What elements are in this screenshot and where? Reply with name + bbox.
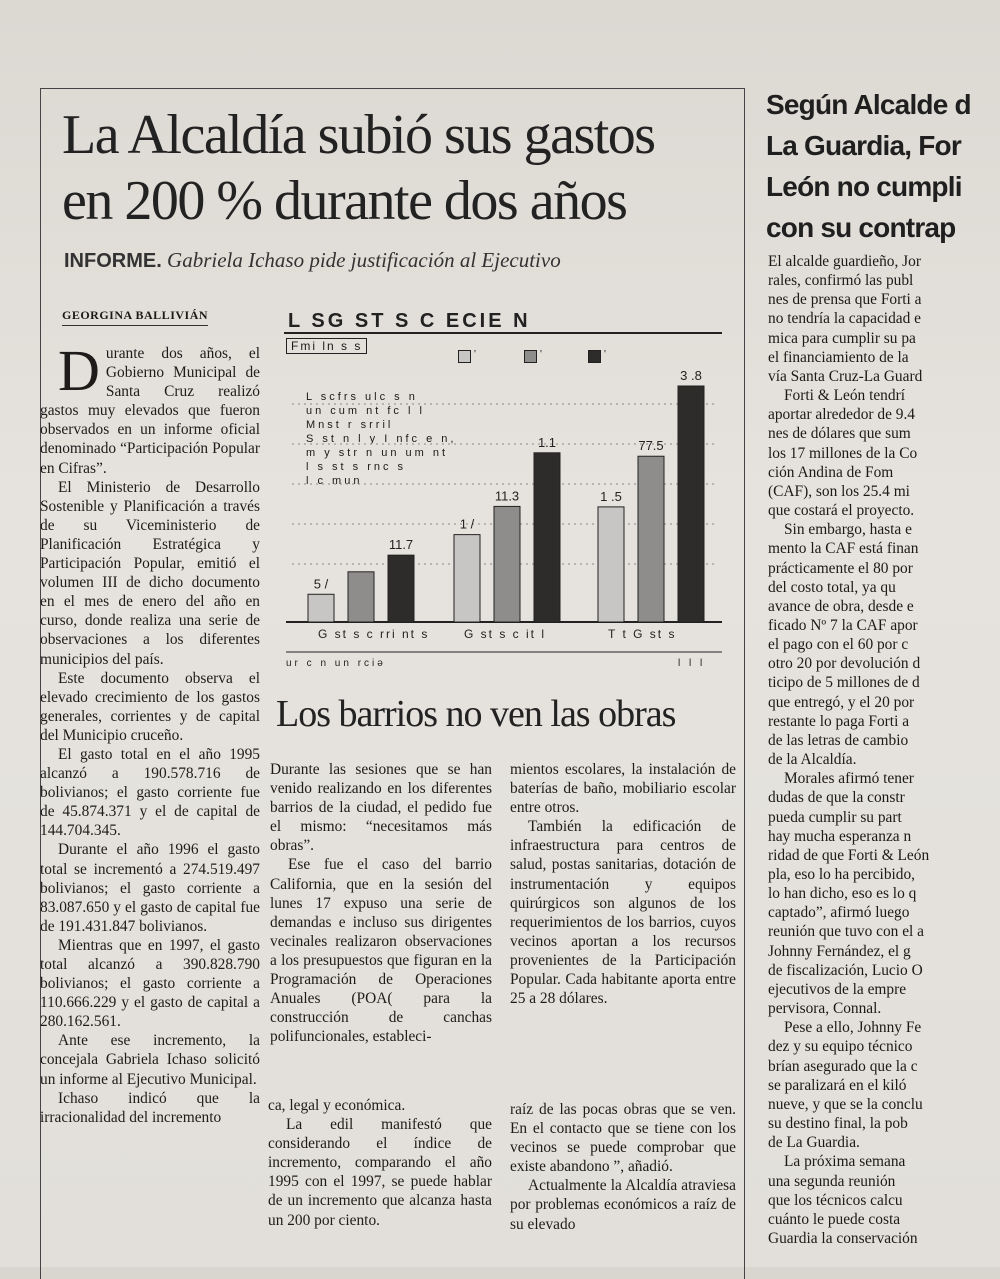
expense-chart (278, 308, 728, 668)
right-column-line: de fiscalización, Lucio O (768, 961, 923, 979)
right-headline (766, 84, 1000, 248)
right-column-line: nes de prensa que Forti a (768, 291, 922, 309)
chart-bar (534, 453, 560, 622)
paragraph: Durante las sesiones que se han venido realizando en los diferentes barrios de la ciudad, el pedido fue el mismo: “necesitamos más obras”. (270, 761, 492, 855)
right-column-line: ficado Nº 7 la CAF apor (768, 616, 918, 634)
paragraph: Ese fue el caso del barrio California, que en la sesión del lunes 17 expuso una serie de demandas e incluso sus dirigentes vecinales realizaron observaciones a los presupuestos que figuran en la Programación de Operaciones Anuales (POA( para la construcción de canchas polifuncionales, estableci- (270, 856, 492, 1046)
right-column-line: Morales afirmó tener (784, 770, 914, 788)
right-column-line: La próxima semana (784, 1153, 906, 1171)
right-column-line: el financiamiento de la (768, 348, 909, 366)
paragraph: Ichaso indicó que la irracionalidad del incremento (40, 1089, 260, 1126)
right-column-line: cuánto le puede costa (768, 1210, 901, 1228)
paragraph: El Ministerio de Desarrollo Sostenible y Planificación a través de su Viceministerio de Planificación Estratégica y Participación Popular, emitió el volumen III de dicho documento en el mes de enero del año en curso, donde realiza una serie de observaciones a los diferentes municipios del país. (40, 478, 260, 668)
right-column-line: hay mucha esperanza n (768, 827, 912, 845)
right-column-line: mica para cumplir su pa (768, 329, 916, 347)
right-column-line: El alcalde guardieño, Jor (768, 253, 921, 270)
right-column-line: aportar alrededor de 9.4 (768, 406, 915, 424)
right-column (768, 252, 1000, 1267)
paragraph: Mientras que en 1997, el gasto total alcanzó a 390.828.790 bolivianos; el gasto corriente a 110.666.229 y el gasto de capital a 280.162.561. (40, 936, 260, 1031)
chart-note-line: l c mun (306, 475, 363, 487)
right-column-line: de la Alcaldía. (768, 751, 857, 769)
drop-cap: D (58, 338, 100, 403)
headline-line-2: en 200 % durante dos años (62, 170, 627, 232)
column-3 (510, 760, 736, 1008)
right-column-line: dez y su equipo técnico (768, 1038, 913, 1056)
column-3-lower (510, 1100, 736, 1234)
legend-mark: ' (474, 348, 476, 360)
chart-bar (638, 456, 664, 622)
paragraph: Actualmente la Alcaldía atraviesa por problemas económicos a raíz de su elevado (510, 1177, 736, 1233)
right-headline-line: con su contrap (766, 212, 956, 243)
chart-bar (598, 507, 624, 622)
chart-bar (348, 572, 374, 622)
bar-value-label: 1 .5 (600, 488, 622, 504)
chart-note-line: S st n l y I nfc e n, (306, 433, 457, 445)
bar-value-label: 5 / (313, 576, 329, 592)
paragraph: Ante ese incremento, la concejala Gabriela Ichaso solicitó un informe al Ejecutivo Municipal. (40, 1032, 260, 1088)
chart-note-line: Mnst r srril (306, 419, 394, 431)
right-column-line: nueve, y que se la conclu (768, 1095, 923, 1113)
column-2 (270, 760, 492, 1046)
category-label: G st s c rri nt s (318, 627, 430, 641)
column-1 (40, 338, 260, 1127)
right-column-line: no tendría la capacidad e (768, 310, 921, 328)
right-column-line: del costo total, ya qu (768, 578, 896, 596)
right-column-line: nes de dólares que sum (768, 425, 911, 443)
right-column-line: ridad de que Forti & León (768, 846, 930, 864)
byline: GEORGINA BALLIVIÁN (62, 308, 208, 326)
right-column-line: ejecutivos de la empre (768, 980, 907, 998)
right-column-line: Forti & León tendrí (784, 387, 905, 405)
category-label: T t G st s (608, 627, 677, 641)
legend-mark: ' (540, 348, 542, 360)
paragraph: ca, legal y económica. (268, 1097, 406, 1114)
kicker: INFORME. (64, 250, 162, 272)
chart-note-line: L scfrs ulc s n (306, 391, 418, 403)
right-column-line: de La Guardia. (768, 1134, 860, 1152)
bar-value-label: 1 / (459, 516, 475, 532)
right-column-line: brían asegurado que la c (768, 1057, 918, 1075)
right-column-line: mento la CAF está finan (768, 540, 919, 558)
bar-value-label: 3 .8 (680, 368, 702, 383)
paragraph: El gasto total en el año 1995 alcanzó a 190.578.716 de bolivianos; el gasto corriente fue de 45.874.371 y el de capital de 144.704.345. (40, 745, 260, 840)
right-column-line: otro 20 por devolución d (768, 655, 921, 673)
paragraph: Durante el año 1996 el gasto total se incrementó a 274.519.497 bolivianos; el gasto corriente a 83.087.650 y el gasto de capital fue de 191.431.847 bolivianos. (40, 841, 260, 935)
chart-bar (494, 506, 520, 622)
paragraph: mientos escolares, la instalación de baterías de baño, mobiliario escolar entre otros. (510, 761, 736, 817)
right-column-line: ción Andina de Fom (768, 463, 894, 481)
right-column-line: restante lo paga Forti a (768, 712, 910, 730)
chart-bar (454, 535, 480, 622)
right-headline-line: Según Alcalde d (766, 89, 971, 120)
deck (64, 248, 734, 273)
chart-bar (678, 386, 704, 622)
right-column-line: avance de obra, desde e (768, 597, 914, 615)
chart-note-line: un cum nt fc l l (306, 405, 425, 417)
right-headline-line: León no cumpli (766, 171, 962, 202)
right-column-line: una segunda reunión (768, 1172, 896, 1190)
right-column-line: que entregó, y el 20 por (768, 693, 915, 711)
headline-line-1: La Alcaldía subió sus gastos (62, 104, 655, 166)
chart-plot (278, 308, 728, 668)
right-column-line: (CAF), son los 25.4 mi (768, 482, 910, 500)
paragraph: La edil manifestó que considerando el índice de incremento, comparando el año 1995 con el 1997, se puede hablar de un incremento que alcanza hasta un 200 por ciento. (268, 1116, 492, 1229)
bar-value-label: 11.7 (388, 537, 414, 553)
right-column-line: prácticamente el 80 por (768, 559, 913, 577)
bar-value-label: 77.5 (638, 438, 664, 454)
right-column-line: Sin embargo, hasta e (784, 521, 912, 539)
paragraph: raíz de las pocas obras que se ven. En el contacto que se tiene con los vecinos se puede comprobar que existe abandono ”, añadió. (510, 1101, 736, 1176)
right-column-line: dudas de que la constr (768, 789, 905, 807)
right-column-line: que los técnicos calcu (768, 1191, 903, 1209)
chart-note-line: l s st s rnc s (306, 461, 407, 473)
paragraph: También la edificación de infraestructura para centros de salud, postas sanitarias, dotación de instrumentación y equipos quirúrgicos son algunos de los requerimientos de los barrios, cuyos vecinos aportan a los recursos provenientes de la Participación Popular. Cada habitante aporta entre 25 a 28 dólares. (510, 818, 736, 1008)
column-2-lower (268, 1096, 492, 1230)
right-column-line: vía Santa Cruz-La Guard (768, 367, 923, 385)
right-column-line: ticipo de 5 millones de d (768, 674, 920, 692)
right-column-line: Pese a ello, Johnny Fe (784, 1019, 922, 1037)
chart-bar (308, 594, 334, 622)
right-column-line: rales, confirmó las publ (768, 272, 914, 290)
right-column-line: lo han dicho, eso es lo q (768, 885, 917, 903)
right-headline-line: La Guardia, For (766, 130, 961, 161)
category-label: G st s c it l (464, 627, 547, 641)
right-column-line: captado”, afirmó luego (768, 904, 910, 922)
right-column-line: que costará el proyecto. (768, 502, 915, 520)
chart-footer-left: ur c n un rciə (286, 658, 386, 668)
chart-subtitle: Fmi ln s s (286, 338, 367, 354)
deck-subtitle: Gabriela Ichaso pide justificación al Ejecutivo (167, 248, 561, 272)
right-column-line: pervisora, Connal. (768, 1000, 882, 1018)
right-column-line: Johnny Fernández, el g (768, 942, 911, 960)
right-column-line: reunión que tuvo con el a (768, 923, 924, 941)
paragraph: Durante dos años, el Gobierno Municipal de Santa Cruz realizó gastos muy elevados que fueron observados en un informe oficial denominado “Participación Popular en Cifras”. (40, 338, 260, 477)
headline (62, 102, 732, 234)
right-column-line: Guardia la conservación (768, 1229, 918, 1247)
right-column-line: pueda cumplir su part (768, 808, 902, 826)
right-column-line: su destino final, la pob (768, 1115, 908, 1133)
right-column-line: pla, eso lo ha percibido, (768, 866, 916, 883)
chart-title: L SG ST S C ECIE N (288, 310, 531, 332)
paragraph: Este documento observa el elevado crecimiento de los gastos generales, corrientes y de capital del Municipio cruceño. (40, 669, 260, 744)
chart-footer-right: l l l (678, 658, 706, 668)
bar-value-label: 11.3 (494, 488, 520, 504)
bar-value-label: 1.1 (537, 434, 557, 450)
legend-mark: ' (604, 348, 606, 360)
right-column-line: el pago con el 60 por c (768, 636, 909, 654)
right-column-line: se paralizará en el kiló (768, 1076, 907, 1094)
subhead: Los barrios no ven las obras (276, 693, 676, 735)
chart-note-line: m y str n un um nt (306, 447, 449, 459)
chart-bar (388, 555, 414, 622)
right-column-line: de las letras de cambio (768, 731, 909, 749)
right-column-line: los 17 millones de la Co (768, 444, 918, 462)
